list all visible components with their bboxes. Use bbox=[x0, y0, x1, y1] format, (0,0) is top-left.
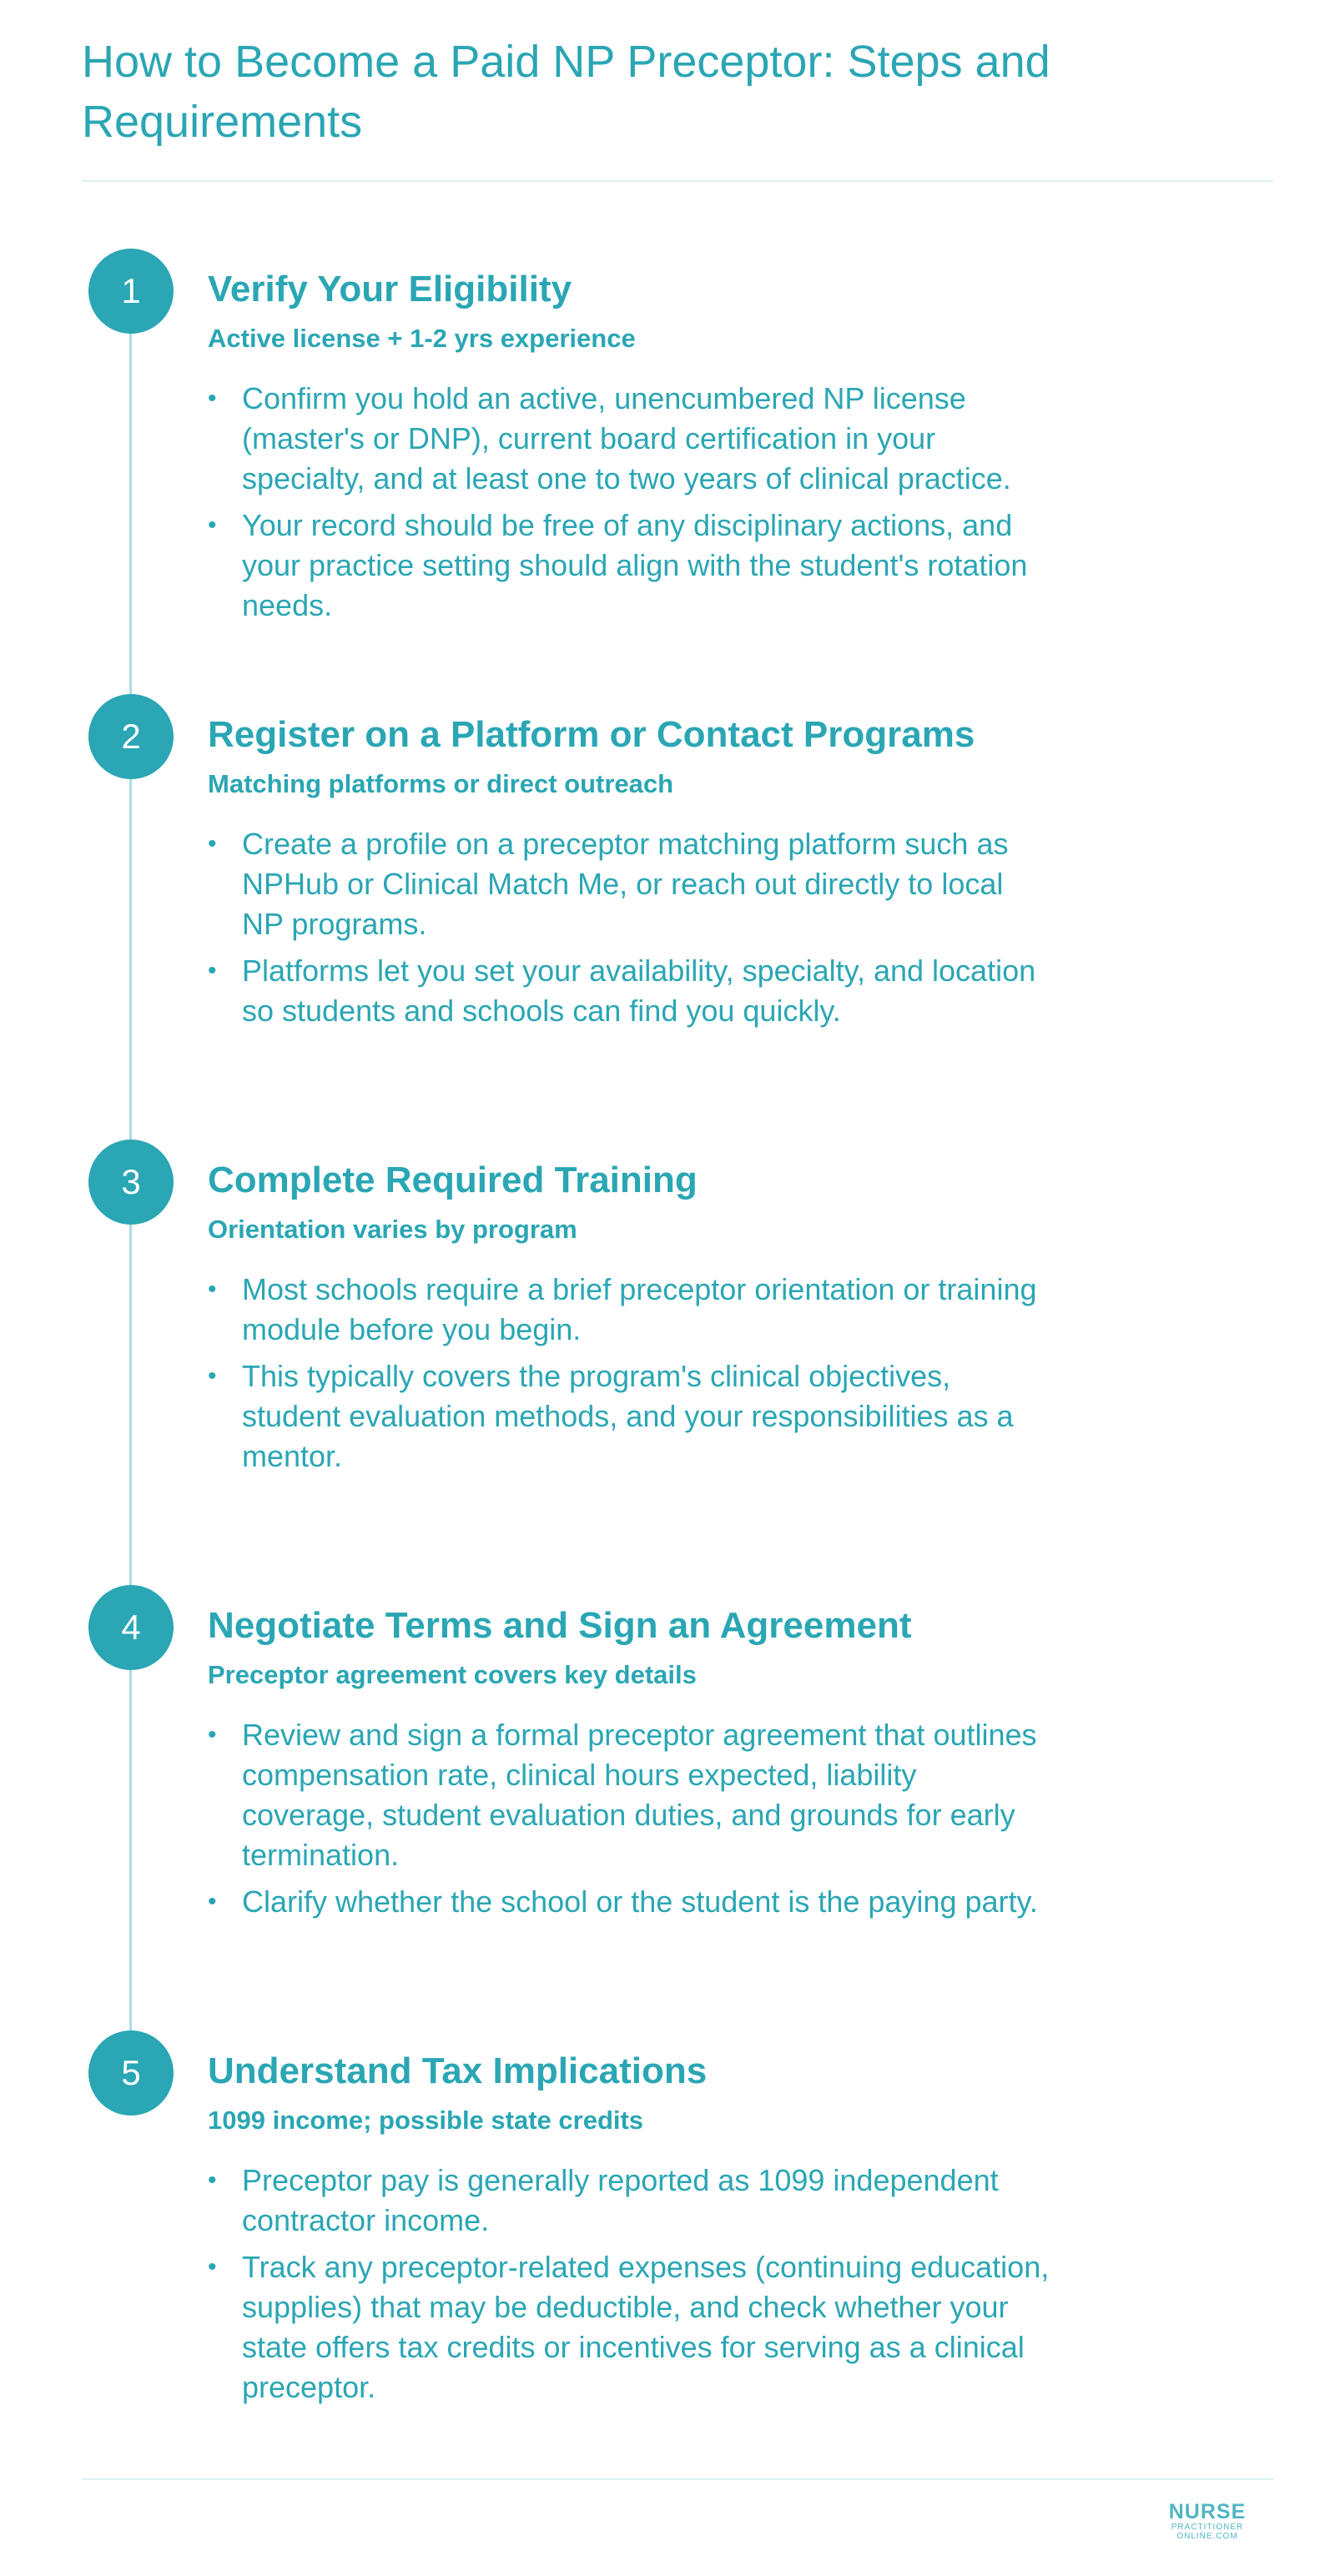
header-divider bbox=[82, 180, 1273, 182]
step-title: Register on a Platform or Contact Programs bbox=[208, 714, 975, 755]
step-bullet-list bbox=[208, 379, 1050, 632]
bullet-item: • Preceptor pay is generally reported as 1099 independent contractor income. bbox=[208, 2161, 1050, 2241]
step-number-badge: 3 bbox=[88, 1140, 174, 1225]
logo-tagline: PRACTITIONER ONLINE.COM bbox=[1171, 2523, 1244, 2541]
step-title: Understand Tax Implications bbox=[208, 2050, 708, 2091]
bullet-item: • This typically covers the program's clinical objectives, student evaluation methods, and your responsibilities as a mentor. bbox=[208, 1356, 1050, 1477]
logo-wordmark: NURSE bbox=[1168, 2500, 1247, 2523]
step-title: Verify Your Eligibility bbox=[208, 269, 572, 309]
footer-divider bbox=[82, 2478, 1273, 2480]
step-number-badge: 4 bbox=[88, 1585, 174, 1670]
bullet-item: • Platforms let you set your availability, specialty, and location so students and schools can find you quickly. bbox=[208, 951, 1050, 1031]
page-title: How to Become a Paid NP Preceptor: Steps and Requirements bbox=[82, 37, 1050, 147]
step-subtitle: Orientation varies by program bbox=[208, 1215, 577, 1244]
step-number-badge: 5 bbox=[88, 2030, 174, 2116]
step-bullet-list bbox=[208, 2161, 1050, 2414]
step-number-badge: 2 bbox=[88, 694, 174, 779]
bullet-item: • Track any preceptor-related expenses (continuing education, supplies) that may be deductible, and check whether your state offers tax credits or incentives for serving as a clinical preceptor. bbox=[208, 2247, 1050, 2407]
step-bullet-list bbox=[208, 1715, 1050, 1929]
step-subtitle: Matching platforms or direct outreach bbox=[208, 769, 674, 798]
step-number-badge: 1 bbox=[88, 249, 174, 334]
bullet-item: • Your record should be free of any disciplinary actions, and your practice setting should align with the student's rotation needs. bbox=[208, 506, 1050, 626]
bullet-item: • Clarify whether the school or the student is the paying party. bbox=[208, 1882, 1050, 1922]
step-title: Negotiate Terms and Sign an Agreement bbox=[208, 1605, 912, 1646]
bullet-item: • Confirm you hold an active, unencumbered NP license (master's or DNP), current board certification in your specialty, and at least one to two years of clinical practice. bbox=[208, 379, 1050, 499]
step-subtitle: 1099 income; possible state credits bbox=[208, 2106, 644, 2135]
bullet-item: • Create a profile on a preceptor matching platform such as NPHub or Clinical Match Me, or reach out directly to local NP programs. bbox=[208, 824, 1050, 944]
step-bullet-list bbox=[208, 824, 1050, 1038]
brand-logo bbox=[1161, 2501, 1253, 2541]
bullet-item: • Most schools require a brief preceptor orientation or training module before you begin. bbox=[208, 1270, 1050, 1350]
step-title: Complete Required Training bbox=[208, 1160, 698, 1200]
step-subtitle: Active license + 1-2 yrs experience bbox=[208, 324, 636, 353]
step-subtitle: Preceptor agreement covers key details bbox=[208, 1660, 697, 1689]
step-bullet-list bbox=[208, 1270, 1050, 1483]
bullet-item: • Review and sign a formal preceptor agreement that outlines compensation rate, clinical hours expected, liability coverage, student evaluation duties, and grounds for early termination. bbox=[208, 1715, 1050, 1875]
